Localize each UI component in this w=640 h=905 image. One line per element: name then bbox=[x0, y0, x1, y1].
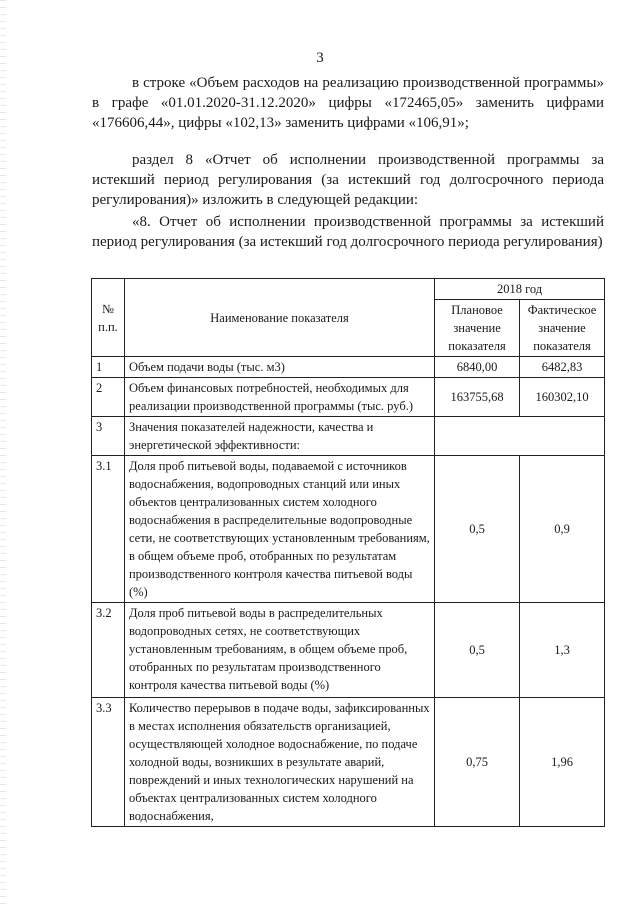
header-name: Наименование показателя bbox=[124, 279, 434, 357]
header-actual: Фактическое значение показателя bbox=[520, 300, 605, 357]
row-name: Доля проб питьевой воды, подаваемой с источников водоснабжения, водопроводных станций или иных объектов централизованных систем холодного водоснабжения в распределительные водопроводные сети, не соответствующих установленным требованиям, в общем объеме проб, отобранных по результатам производственного контроля качества питьевой воды (%) bbox=[124, 456, 434, 603]
row-num: 2 bbox=[92, 378, 125, 417]
header-year: 2018 год bbox=[435, 279, 605, 300]
page-number: 3 bbox=[316, 50, 324, 66]
header-num: № п.п. bbox=[92, 279, 125, 357]
paragraph-amendment-expenses bbox=[92, 73, 604, 133]
scan-edge-artifact bbox=[0, 0, 6, 905]
row-num: 1 bbox=[92, 357, 125, 378]
row-values-empty bbox=[435, 417, 605, 456]
row-num: 3 bbox=[92, 417, 125, 456]
table-row bbox=[92, 417, 605, 456]
section-8-heading bbox=[92, 212, 604, 252]
table-row bbox=[92, 603, 605, 698]
row-name: Значения показателей надежности, качества и энергетической эффективности: bbox=[124, 417, 434, 456]
row-planned: 6840,00 bbox=[435, 357, 520, 378]
report-table bbox=[91, 278, 605, 827]
table-row bbox=[92, 378, 605, 417]
row-actual: 6482,83 bbox=[520, 357, 605, 378]
row-planned: 163755,68 bbox=[435, 378, 520, 417]
row-num: 3.1 bbox=[92, 456, 125, 603]
row-planned: 0,5 bbox=[435, 456, 520, 603]
table-row bbox=[92, 698, 605, 827]
row-actual: 0,9 bbox=[520, 456, 605, 603]
row-planned: 0,5 bbox=[435, 603, 520, 698]
row-name: Объем финансовых потребностей, необходимых для реализации производственной программы (тыс. руб.) bbox=[124, 378, 434, 417]
row-actual: 160302,10 bbox=[520, 378, 605, 417]
row-actual: 1,96 bbox=[520, 698, 605, 827]
row-name: Доля проб питьевой воды в распределительных водопроводных сетях, не соответствующих установленным требованиям, в общем объеме проб, отобранных по результатам производственного контроля качества питьевой воды (%) bbox=[124, 603, 434, 698]
row-name: Объем подачи воды (тыс. м3) bbox=[124, 357, 434, 378]
row-num: 3.2 bbox=[92, 603, 125, 698]
row-actual: 1,3 bbox=[520, 603, 605, 698]
paragraph-section-8-intro bbox=[92, 150, 604, 210]
paragraph-text: в строке «Объем расходов на реализацию производственной программы» в графе «01.01.2020-31.12.2020» цифры «172465,05» заменить цифрами «176606,44», цифры «102,13» заменить цифрами «106,91»; bbox=[92, 75, 604, 131]
header-planned: Плановое значение показателя bbox=[435, 300, 520, 357]
paragraph-text: раздел 8 «Отчет об исполнении производственной программы за истекший период регулирования (за истекший год долгосрочного периода регулирования)» изложить в следующей редакции: bbox=[92, 152, 604, 208]
table-row bbox=[92, 456, 605, 603]
row-name: Количество перерывов в подаче воды, зафиксированных в местах исполнения обязательств организацией, осуществляющей холодное водоснабжение, по подаче холодной воды, возникших в результате аварий, повреждений и иных технологических нарушений на объектах централизованных систем холодного водоснабжения, bbox=[124, 698, 434, 827]
table-header-row bbox=[92, 279, 605, 300]
row-planned: 0,75 bbox=[435, 698, 520, 827]
row-num: 3.3 bbox=[92, 698, 125, 827]
table-row bbox=[92, 357, 605, 378]
paragraph-text: «8. Отчет об исполнении производственной программы за истекший период регулирования (за истекший год долгосрочного периода регулирования) bbox=[92, 214, 604, 250]
